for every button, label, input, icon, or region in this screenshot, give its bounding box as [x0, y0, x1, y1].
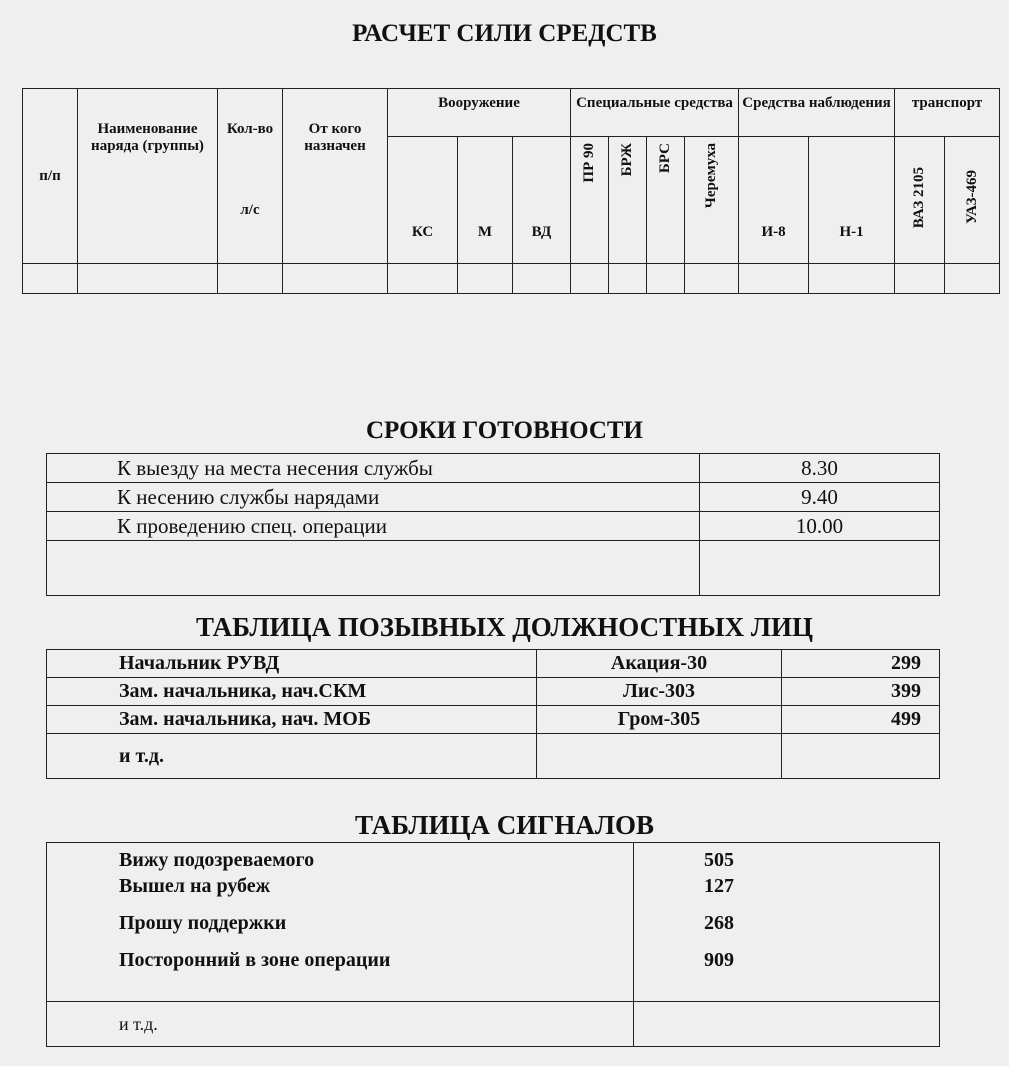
readiness-time: [700, 541, 940, 596]
header-arm-ks: КС: [388, 137, 458, 264]
callsign-row: [47, 678, 940, 706]
header-assigned-by: От кого назначен: [283, 89, 388, 264]
header-special-brzh: БРЖ: [619, 143, 635, 177]
header-count: [218, 89, 283, 264]
header-armament: Вооружение: [388, 89, 571, 137]
signal-text: Посторонний в зоне операции: [47, 949, 634, 1002]
header-count-label: Кол-во: [226, 121, 274, 137]
callsign-row: [47, 734, 940, 779]
header-obs-i8: И-8: [739, 137, 809, 264]
header-number: п/п: [23, 89, 78, 264]
header-transport-uaz: УАЗ-469: [963, 170, 980, 225]
callsign-number: 499: [782, 706, 940, 734]
readiness-time: 9.40: [700, 483, 940, 512]
signal-row: [47, 949, 940, 1002]
signal-text: Вижу подозреваемого: [47, 843, 634, 876]
callsign-name: Гром-305: [537, 706, 782, 734]
callsign-position: Зам. начальника, нач.СКМ: [47, 678, 537, 706]
header-transport: транспорт: [895, 89, 1000, 137]
signal-row: [47, 912, 940, 949]
callsign-number: 399: [782, 678, 940, 706]
callsign-name: Лис-303: [537, 678, 782, 706]
header-arm-m: М: [458, 137, 513, 264]
header-obs-n1: Н-1: [809, 137, 895, 264]
readiness-label: К проведению спец. операции: [47, 512, 700, 541]
readiness-label: К несению службы нарядами: [47, 483, 700, 512]
callsign-row: [47, 706, 940, 734]
header-transport-vaz: ВАЗ 2105: [911, 166, 928, 229]
signal-code: [634, 1002, 940, 1047]
signal-code: 909: [634, 949, 940, 1002]
signal-code: 268: [634, 912, 940, 949]
readiness-row: [47, 541, 940, 596]
readiness-label: К выезду на места несения службы: [47, 454, 700, 483]
signal-code: 505: [634, 843, 940, 876]
callsign-position: Начальник РУВД: [47, 650, 537, 678]
header-observation-means: Средства наблюдения: [739, 89, 895, 137]
signal-code: 127: [634, 875, 940, 912]
callsigns-title: ТАБЛИЦА ПОЗЫВНЫХ ДОЛЖНОСТНЫХ ЛИЦ: [195, 612, 814, 642]
header-special-cheremukha: Черемуха: [703, 143, 720, 209]
callsign-position: Зам. начальника, нач. МОБ: [47, 706, 537, 734]
readiness-table: [46, 453, 940, 596]
header-detail-name: Наименование наряда (группы): [78, 89, 218, 264]
signal-row: [47, 875, 940, 912]
signals-title: ТАБЛИЦА СИГНАЛОВ: [354, 810, 655, 840]
forces-title: РАСЧЕТ СИЛИ СРЕДСТВ: [352, 20, 657, 47]
header-count-unit: л/с: [240, 202, 260, 218]
signal-row: [47, 1002, 940, 1047]
callsign-name: Акация-30: [537, 650, 782, 678]
callsign-position: и т.д.: [47, 734, 537, 779]
readiness-time: 8.30: [700, 454, 940, 483]
header-special-means: Специальные средства: [571, 89, 739, 137]
readiness-row: [47, 454, 940, 483]
signal-text: Вышел на рубеж: [47, 875, 634, 912]
forces-table: [22, 88, 1000, 294]
callsign-row: [47, 650, 940, 678]
callsign-name: [537, 734, 782, 779]
readiness-row: [47, 483, 940, 512]
callsign-number: [782, 734, 940, 779]
signals-table: [46, 842, 940, 1047]
readiness-time: 10.00: [700, 512, 940, 541]
header-arm-vd: ВД: [513, 137, 571, 264]
callsigns-table: [46, 649, 940, 779]
header-special-brs: БРС: [657, 143, 673, 174]
readiness-row: [47, 512, 940, 541]
header-special-pr90: ПР 90: [581, 143, 597, 183]
readiness-label: [47, 541, 700, 596]
signal-row: [47, 843, 940, 876]
signal-text: Прошу поддержки: [47, 912, 634, 949]
readiness-title: СРОКИ ГОТОВНОСТИ: [365, 417, 643, 444]
callsign-number: 299: [782, 650, 940, 678]
forces-empty-row: [23, 264, 1000, 294]
signal-text: и т.д.: [47, 1002, 634, 1047]
